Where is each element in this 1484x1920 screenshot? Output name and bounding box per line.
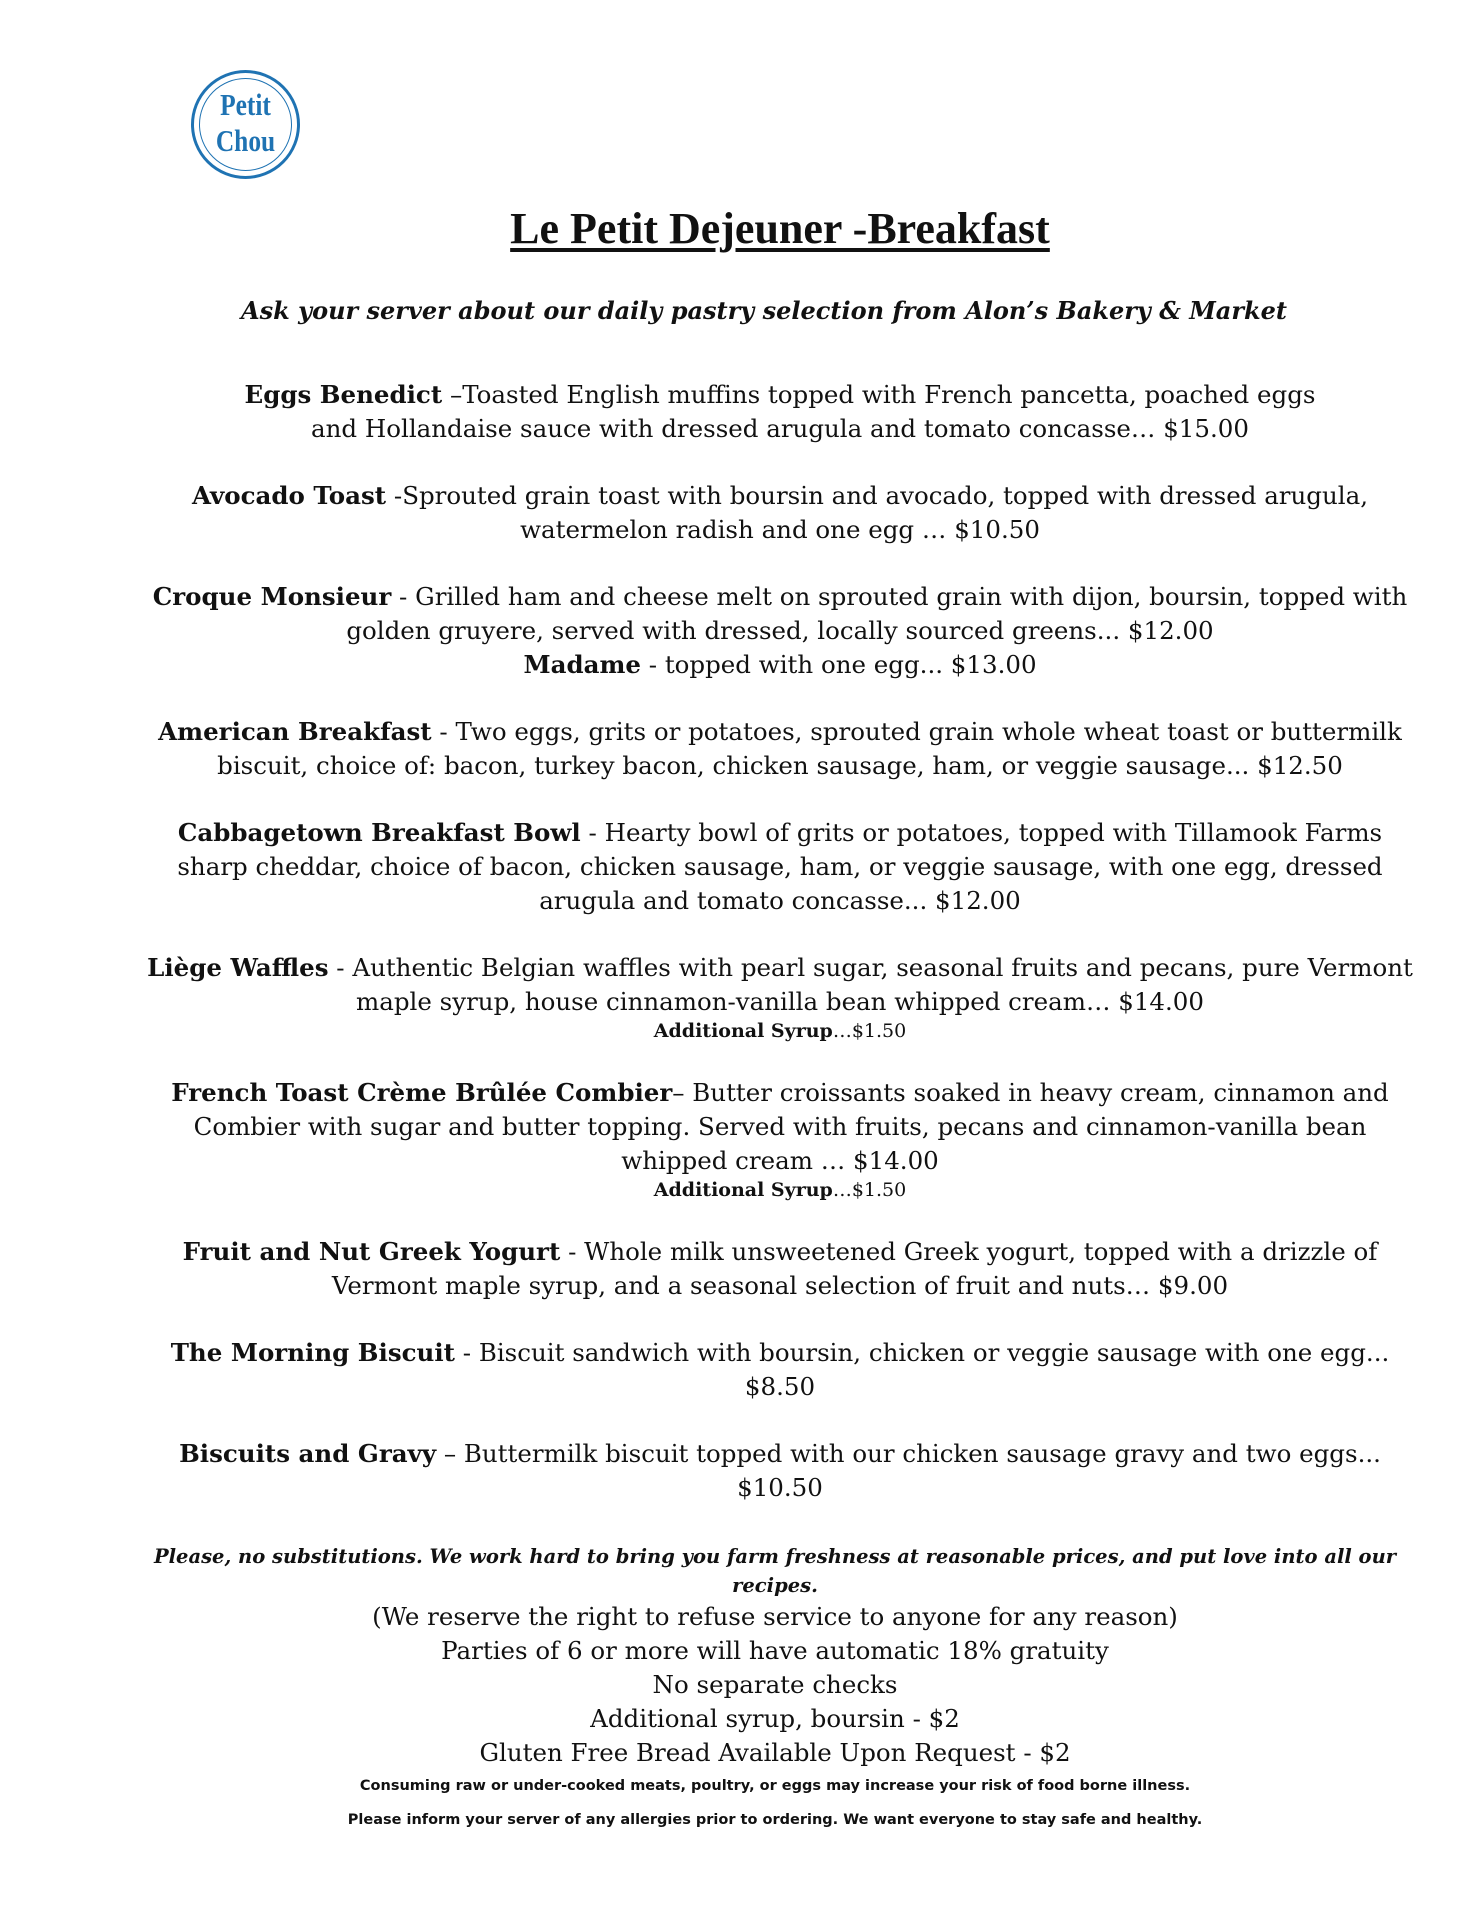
variant-description: - topped with one egg... $13.00 [640,650,1037,679]
item-description: - Whole milk unsweetened Greek yogurt, topped with a drizzle of [560,1237,1378,1266]
syrup-price: …$1.50 [832,1020,907,1042]
item-description: - Authentic Belgian waffles with pearl sugar, seasonal fruits and pecans, pure Vermont [328,953,1413,982]
menu-item-avocado-toast [120,479,1440,547]
item-line3: whipped cream … $14.00 [621,1146,939,1175]
food-safety-warning: Consuming raw or under-cooked meats, poultry, or eggs may increase your risk of food borne illness. [359,1778,1191,1794]
item-name: American Breakfast [158,717,432,746]
logo-line1: Petit [220,87,271,122]
menu-item-biscuits-gravy [120,1437,1440,1505]
item-name: Croque Monsieur [152,582,392,611]
variant-name: Madame [523,650,641,679]
item-variant-madame [120,648,1440,682]
menu-item-french-toast [120,1076,1440,1202]
item-description: - Two eggs, grits or potatoes, sprouted grain whole wheat toast or buttermilk [431,717,1402,746]
petit-chou-logo [191,70,300,179]
item-line2: sharp cheddar, choice of bacon, chicken sausage, ham, or veggie sausage, with one egg, dressed [177,852,1383,881]
policy-gluten-free: Gluten Free Bread Available Upon Request - $2 [479,1738,1071,1767]
item-name: Biscuits and Gravy [179,1439,437,1468]
syrup-label: Additional Syrup [653,1179,833,1201]
item-line2: golden gruyere, served with dressed, locally sourced greens... $12.00 [346,616,1214,645]
item-description: - Hearty bowl of grits or potatoes, topped with Tillamook Farms [580,818,1383,847]
page-title: Le Petit Dejeuner -Breakfast [510,204,1050,253]
no-subs-line1: Please, no substitutions. We work hard to bring you farm freshness at reasonable prices, and put love into all our [153,1545,1397,1568]
item-description: - Biscuit sandwich with boursin, chicken or veggie sausage with one egg... [454,1338,1390,1367]
item-description: - Grilled ham and cheese melt on sprouted grain with dijon, boursin, topped with [391,582,1408,611]
menu-items [120,378,1440,1538]
logo-line2: Chou [215,123,276,158]
menu-item-morning-biscuit [120,1336,1440,1404]
menu-item-cabbagetown-bowl [120,816,1440,918]
allergy-warning: Please inform your server of any allergies prior to ordering. We want everyone to stay safe and healthy. [347,1812,1203,1828]
pastry-intro: Ask your server about our daily pastry selection from Alon’s Bakery & Market [241,296,1287,325]
menu-item-liege-waffles [120,951,1440,1043]
policy-gratuity: Parties of 6 or more will have automatic 18% gratuity [441,1636,1109,1665]
syrup-label: Additional Syrup [653,1020,833,1042]
policy-separate-checks: No separate checks [652,1670,898,1699]
item-name: Avocado Toast [191,481,387,510]
item-description: -Sprouted grain toast with boursin and avocado, topped with dressed arugula, [386,481,1368,510]
item-line1 [120,1437,1440,1471]
item-line2: $10.50 [737,1473,823,1502]
item-name: Liège Waffles [147,953,329,982]
item-line2: $8.50 [744,1372,816,1401]
item-line2: maple syrup, house cinnamon-vanilla bean whipped cream… $14.00 [356,987,1204,1016]
item-line1 [120,1076,1440,1110]
menu-item-eggs-benedict [120,378,1440,446]
additional-syrup-note [120,1019,1440,1043]
menu-item-american-breakfast [120,715,1440,783]
item-description: – Buttermilk biscuit topped with our chicken sausage gravy and two eggs... [436,1439,1381,1468]
item-description: – Butter croissants soaked in heavy cream, cinnamon and [672,1078,1389,1107]
item-line2: Vermont maple syrup, and a seasonal selection of fruit and nuts… $9.00 [331,1271,1229,1300]
item-line2: watermelon radish and one egg … $10.50 [520,515,1040,544]
item-line1 [120,715,1440,749]
item-line2: biscuit, choice of: bacon, turkey bacon, chicken sausage, ham, or veggie sausage... $12.50 [217,751,1343,780]
policy-refuse-service: (We reserve the right to refuse service to anyone for any reason) [372,1602,1178,1631]
item-name: Fruit and Nut Greek Yogurt [182,1237,561,1266]
item-name: The Morning Biscuit [170,1338,455,1367]
item-line1 [120,1336,1440,1370]
item-description: –Toasted English muffins topped with French pancetta, poached eggs [442,380,1316,409]
menu-item-croque-monsieur [120,580,1440,682]
item-line3: arugula and tomato concasse... $12.00 [539,886,1021,915]
item-name: Eggs Benedict [244,380,443,409]
syrup-price: …$1.50 [832,1179,907,1201]
policy-additional-syrup: Additional syrup, boursin - $2 [590,1704,960,1733]
item-line1 [120,816,1440,850]
menu-footer [130,1542,1420,1830]
item-name: Cabbagetown Breakfast Bowl [177,818,581,847]
menu-item-greek-yogurt [120,1235,1440,1303]
item-line1 [120,951,1440,985]
item-line1 [120,1235,1440,1269]
item-line1 [120,479,1440,513]
logo-text [203,87,287,159]
additional-syrup-note [120,1178,1440,1202]
no-substitutions-note [130,1542,1420,1600]
no-subs-line2: recipes. [732,1574,818,1597]
item-line2: and Hollandaise sauce with dressed arugula and tomato concasse… $15.00 [311,414,1249,443]
item-line1 [120,378,1440,412]
item-name: French Toast Crème Brûlée Combier [171,1078,673,1107]
item-line1 [120,580,1440,614]
item-line2: Combier with sugar and butter topping. Served with fruits, pecans and cinnamon-vanilla bean [193,1112,1367,1141]
